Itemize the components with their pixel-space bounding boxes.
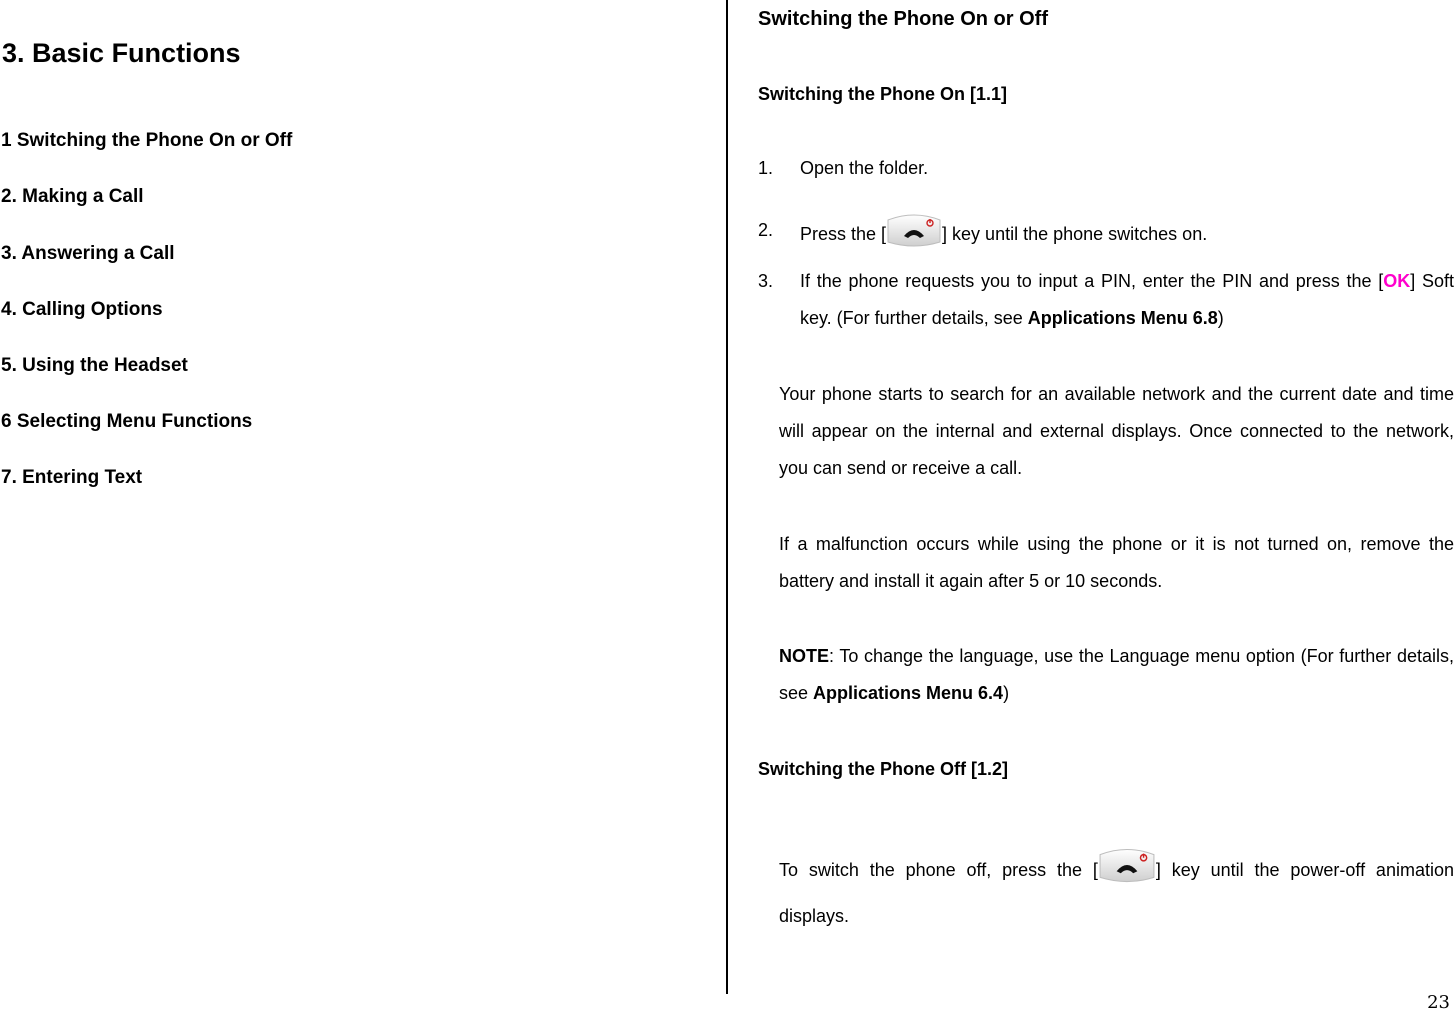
section-title: Switching the Phone On or Off	[758, 8, 1048, 30]
step-text: ] Soft key. (For further details, see	[800, 271, 1454, 328]
toc-item: 3. Answering a Call	[1, 243, 175, 264]
step-number: 3.	[758, 271, 774, 291]
toc-item: 4. Calling Options	[1, 299, 163, 320]
menu-reference: Applications Menu 6.4	[813, 683, 1004, 703]
power-end-key-icon	[1098, 846, 1156, 884]
note-label: NOTE	[779, 646, 830, 666]
subsection-title-on: Switching the Phone On [1.1]	[758, 84, 1008, 104]
power-off-paragraph	[779, 846, 1454, 939]
note-paragraph	[779, 638, 1454, 712]
malfunction-paragraph: If a malfunction occurs while using the phone or it is not turned on, remove the battery and install it again after 5 or 10 seconds.	[779, 534, 1454, 591]
step-text: Open the folder.	[800, 158, 929, 178]
note-text: : To change the language, use the Language menu option (For further details, see	[779, 646, 1454, 703]
step-number: 2.	[758, 220, 774, 240]
step-3	[758, 263, 1454, 337]
toc-item: 1 Switching the Phone On or Off	[1, 130, 293, 151]
step-text: ] key until the phone switches on.	[942, 224, 1208, 244]
chapter-title: 3. Basic Functions	[2, 38, 241, 68]
toc-item: 7. Entering Text	[1, 467, 143, 488]
step-number: 1.	[758, 158, 774, 178]
ok-softkey-label: OK	[1383, 271, 1411, 291]
note-text: )	[1003, 683, 1010, 703]
power-end-key-icon	[886, 212, 942, 248]
paragraph-text: To switch the phone off, press the [	[779, 860, 1098, 880]
step-text: If the phone requests you to input a PIN, enter the PIN and press the [	[800, 271, 1384, 291]
menu-reference: Applications Menu 6.8	[1027, 308, 1218, 328]
subsection-title-off: Switching the Phone Off [1.2]	[758, 759, 1009, 779]
step-1	[758, 150, 1454, 187]
page-number: 23	[1427, 992, 1450, 1013]
step-2	[758, 212, 1454, 253]
step-text: Press the [	[800, 224, 887, 244]
toc-item: 2. Making a Call	[1, 186, 144, 207]
toc-item: 5. Using the Headset	[1, 355, 188, 376]
network-paragraph: Your phone starts to search for an available network and the current date and time will appear on the internal and external displays. Once connected to the network, you can send or receive a call.	[779, 384, 1454, 478]
step-text: )	[1217, 308, 1224, 328]
toc-item: 6 Selecting Menu Functions	[1, 411, 253, 432]
page-divider	[726, 0, 728, 994]
paragraph-text: ] key until the power-off animation displays.	[779, 860, 1454, 926]
